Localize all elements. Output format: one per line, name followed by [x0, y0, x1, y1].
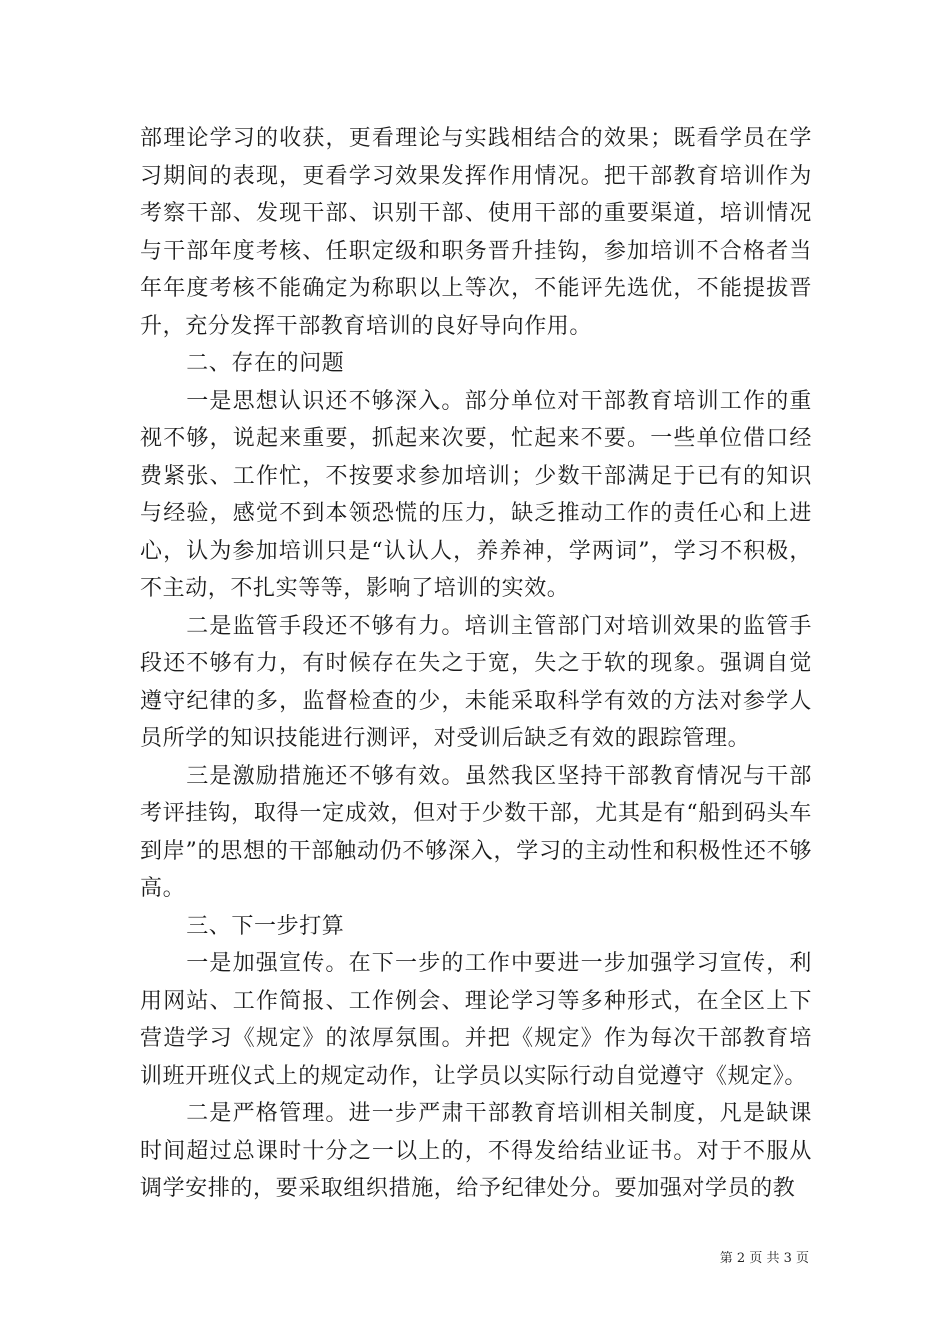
- paragraph-incentives: 三是激励措施还不够有效。虽然我区坚持干部教育情况与干部考评挂钩，取得一定成效，但对于少数干部，尤其是有“船到码头车到岸”的思想的干部触动仍不够深入，学习的主动性和积极性还不够高。: [140, 763, 812, 901]
- document-body: [140, 120, 812, 1208]
- paragraph-management: 二是严格管理。进一步严肃干部教育培训相关制度，凡是缺课时间超过总课时十分之一以上的，不得发给结业证书。对于不服从调学安排的，要采取组织措施，给予纪律处分。要加强对学员的教: [140, 1101, 812, 1201]
- section-heading-next-steps: 三、下一步打算: [186, 913, 345, 939]
- paragraph-continuation: 部理论学习的收获，更看理论与实践相结合的效果；既看学员在学习期间的表现，更看学习效果发挥作用情况。把干部教育培训作为考察干部、发现干部、识别干部、使用干部的重要渠道，培训情况与干部年度考核、任职定级和职务晋升挂钩，参加培训不合格者当年年度考核不能确定为称职以上等次，不能评先选优，不能提拔晋升，充分发挥干部教育培训的良好导向作用。: [140, 126, 812, 339]
- paragraph-supervision: 二是监管手段还不够有力。培训主管部门对培训效果的监管手段还不够有力，有时候存在失之于宽，失之于软的现象。强调自觉遵守纪律的多，监督检查的少，未能采取科学有效的方法对参学人员所学的知识技能进行测评，对受训后缺乏有效的跟踪管理。: [140, 613, 812, 751]
- page-number: 第 2 页 共 3 页: [719, 1251, 809, 1266]
- section-heading-problems: 二、存在的问题: [186, 351, 345, 376]
- paragraph-thinking: 一是思想认识还不够深入。部分单位对干部教育培训工作的重视不够，说起来重要，抓起来次要，忙起来不要。一些单位借口经费紧张、工作忙，不按要求参加培训；少数干部满足于已有的知识与经验，感觉不到本领恐慌的压力，缺乏推动工作的责任心和上进心，认为参加培训只是“认认人，养养神，学两词”，学习不积极，不主动，不扎实等等，影响了培训的实效。: [140, 388, 812, 601]
- paragraph-publicity: 一是加强宣传。在下一步的工作中要进一步加强学习宣传，利用网站、工作简报、工作例会、理论学习等多种形式，在全区上下营造学习《规定》的浓厚氛围。并把《规定》作为每次干部教育培训班开班仪式上的规定动作，让学员以实际行动自觉遵守《规定》。: [140, 951, 812, 1089]
